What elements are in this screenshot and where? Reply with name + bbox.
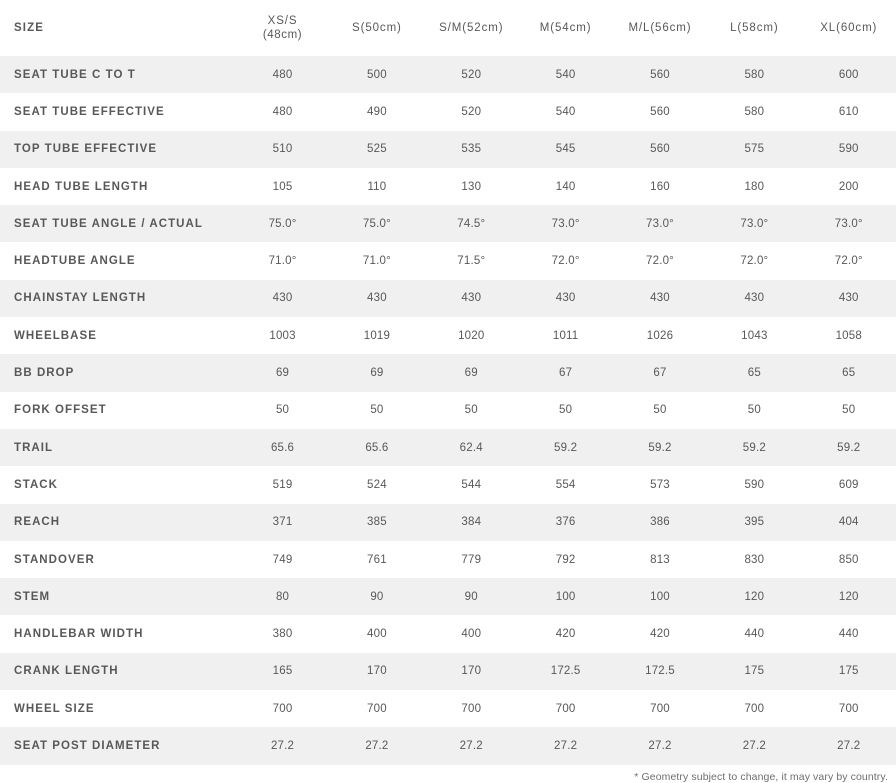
table-cell: 575 <box>744 143 765 156</box>
table-cell: 170 <box>367 665 387 678</box>
table-cell: 510 <box>272 143 293 156</box>
row-label: HEADTUBE ANGLE <box>14 255 136 268</box>
table-row <box>0 242 896 279</box>
table-cell: 27.2 <box>742 739 766 752</box>
table-cell: 69 <box>275 367 290 380</box>
table-cell: 140 <box>555 180 576 193</box>
table-cell: 27.2 <box>365 739 389 752</box>
table-cell: 67 <box>559 367 573 380</box>
table-cell: 165 <box>272 665 293 678</box>
table-cell: 749 <box>272 553 293 566</box>
table-cell: 65.6 <box>270 441 295 454</box>
table-cell: 27.2 <box>554 739 578 752</box>
table-cell: 27.2 <box>270 739 295 752</box>
row-label: STANDOVER <box>14 553 95 566</box>
table-cell: 90 <box>464 590 478 603</box>
table-cell: 400 <box>461 628 482 641</box>
table-cell: 120 <box>744 590 765 603</box>
column-header-name: M(54cm) <box>539 22 592 34</box>
table-row <box>0 131 896 168</box>
table-row <box>0 429 896 466</box>
column-header-xl60 <box>802 0 896 56</box>
table-row <box>0 93 896 130</box>
table-cell: 110 <box>367 180 387 193</box>
table-cell: 545 <box>555 143 576 156</box>
table-cell: 430 <box>650 292 670 305</box>
table-cell: 59.2 <box>648 441 672 454</box>
table-cell: 520 <box>461 105 482 118</box>
row-label: HEAD TUBE LENGTH <box>14 180 149 193</box>
geometry-footnote: * Geometry subject to change, it may vary by country. <box>634 770 888 783</box>
table-cell: 72.0° <box>551 255 580 268</box>
table-cell: 540 <box>555 68 576 81</box>
column-header-name: XS/S <box>267 15 298 27</box>
row-label: BB DROP <box>14 367 75 380</box>
table-cell: 385 <box>367 516 387 529</box>
row-label: TRAIL <box>14 441 54 454</box>
table-row <box>0 392 896 429</box>
table-cell: 71.5° <box>457 255 486 268</box>
column-header-m54 <box>518 0 612 56</box>
table-cell: 170 <box>461 665 482 678</box>
row-label: REACH <box>14 516 61 529</box>
table-cell: 175 <box>838 665 859 678</box>
table-cell: 380 <box>272 628 293 641</box>
table-body <box>0 56 896 765</box>
table-cell: 384 <box>461 516 482 529</box>
table-cell: 573 <box>650 478 670 491</box>
column-header-s50 <box>330 0 424 56</box>
table-cell: 560 <box>650 68 670 81</box>
table-cell: 200 <box>838 180 859 193</box>
table-cell: 130 <box>461 180 482 193</box>
table-cell: 59.2 <box>554 441 578 454</box>
table-cell: 420 <box>650 628 670 641</box>
column-header-name: S/M(52cm) <box>439 22 504 34</box>
table-cell: 700 <box>650 702 670 715</box>
table-cell: 73.0° <box>551 217 580 230</box>
table-row <box>0 504 896 541</box>
table-cell: 1043 <box>741 329 768 342</box>
table-cell: 590 <box>838 143 859 156</box>
table-cell: 554 <box>555 478 576 491</box>
table-cell: 430 <box>555 292 576 305</box>
table-cell: 792 <box>555 553 576 566</box>
column-header-name: XL(60cm) <box>820 22 878 34</box>
table-cell: 850 <box>838 553 859 566</box>
table-cell: 519 <box>272 478 293 491</box>
table-cell: 71.0° <box>268 255 297 268</box>
table-cell: 27.2 <box>837 739 861 752</box>
table-cell: 700 <box>744 702 765 715</box>
table-cell: 700 <box>838 702 859 715</box>
table-cell: 1011 <box>552 329 579 342</box>
table-cell: 65 <box>747 367 761 380</box>
table-cell: 830 <box>744 553 765 566</box>
table-cell: 73.0° <box>834 217 863 230</box>
table-cell: 700 <box>555 702 576 715</box>
table-cell: 27.2 <box>459 739 483 752</box>
table-cell: 1003 <box>269 329 296 342</box>
table-cell: 1020 <box>458 329 485 342</box>
table-cell: 500 <box>367 68 387 81</box>
table-cell: 50 <box>370 404 384 417</box>
column-header-name: L(58cm) <box>730 22 779 34</box>
row-label: CHAINSTAY LENGTH <box>14 292 147 305</box>
table-cell: 600 <box>838 68 859 81</box>
column-header-xs-s <box>235 0 329 56</box>
table-cell: 72.0° <box>740 255 769 268</box>
table-row <box>0 466 896 503</box>
table-cell: 560 <box>650 105 670 118</box>
table-cell: 27.2 <box>648 739 672 752</box>
table-cell: 59.2 <box>742 441 766 454</box>
table-row <box>0 280 896 317</box>
table-cell: 50 <box>747 404 761 417</box>
table-cell: 50 <box>464 404 478 417</box>
table-cell: 813 <box>650 553 670 566</box>
table-cell: 430 <box>272 292 293 305</box>
table-row <box>0 205 896 242</box>
table-cell: 50 <box>559 404 573 417</box>
row-label: STEM <box>14 590 51 603</box>
table-cell: 160 <box>650 180 670 193</box>
table-cell: 580 <box>744 68 765 81</box>
table-cell: 535 <box>461 143 482 156</box>
table-cell: 540 <box>555 105 576 118</box>
table-cell: 371 <box>272 516 293 529</box>
table-cell: 430 <box>744 292 765 305</box>
table-row <box>0 690 896 727</box>
table-row <box>0 578 896 615</box>
table-row <box>0 56 896 93</box>
column-header-name: M/L(56cm) <box>628 22 692 34</box>
row-label: CRANK LENGTH <box>14 665 119 678</box>
table-cell: 180 <box>744 180 765 193</box>
row-label: FORK OFFSET <box>14 404 107 417</box>
table-cell: 75.0° <box>362 217 391 230</box>
table-cell: 700 <box>461 702 482 715</box>
table-cell: 430 <box>367 292 387 305</box>
table-cell: 440 <box>838 628 859 641</box>
table-cell: 395 <box>744 516 765 529</box>
table-cell: 404 <box>838 516 859 529</box>
table-cell: 71.0° <box>362 255 391 268</box>
row-label: HANDLEBAR WIDTH <box>14 628 144 641</box>
table-cell: 609 <box>838 478 859 491</box>
table-cell: 560 <box>650 143 670 156</box>
table-row <box>0 168 896 205</box>
table-cell: 480 <box>272 105 293 118</box>
table-row <box>0 354 896 391</box>
table-cell: 50 <box>842 404 856 417</box>
table-cell: 172.5 <box>645 665 675 678</box>
row-label: SEAT TUBE EFFECTIVE <box>14 105 165 118</box>
table-cell: 420 <box>555 628 576 641</box>
table-cell: 480 <box>272 68 293 81</box>
table-cell: 75.0° <box>268 217 297 230</box>
table-cell: 590 <box>744 478 765 491</box>
table-header <box>0 0 896 56</box>
table-cell: 100 <box>555 590 576 603</box>
table-cell: 400 <box>367 628 387 641</box>
table-cell: 376 <box>555 516 576 529</box>
column-header-ml56 <box>613 0 707 56</box>
table-cell: 490 <box>367 105 387 118</box>
table-cell: 440 <box>744 628 765 641</box>
table-cell: 100 <box>650 590 670 603</box>
table-cell: 105 <box>272 180 293 193</box>
table-row <box>0 727 896 764</box>
table-header-row <box>0 0 896 56</box>
row-label: SEAT POST DIAMETER <box>14 739 161 752</box>
column-header-name: S(50cm) <box>352 22 402 34</box>
column-header-sm52 <box>424 0 518 56</box>
table-cell: 69 <box>464 367 478 380</box>
table-cell: 72.0° <box>646 255 674 268</box>
table-row <box>0 541 896 578</box>
table-cell: 172.5 <box>550 665 581 678</box>
table-cell: 524 <box>367 478 387 491</box>
column-header-size: SIZE <box>14 22 44 34</box>
row-label: SEAT TUBE C TO T <box>14 68 136 81</box>
table-cell: 62.4 <box>459 441 483 454</box>
table-cell: 69 <box>370 367 384 380</box>
table-row <box>0 653 896 690</box>
table-cell: 59.2 <box>837 441 861 454</box>
table-row <box>0 317 896 354</box>
table-cell: 610 <box>838 105 859 118</box>
table-cell: 65.6 <box>365 441 389 454</box>
table-cell: 1026 <box>646 329 674 342</box>
table-cell: 65 <box>842 367 856 380</box>
table-cell: 1058 <box>835 329 862 342</box>
row-label: WHEELBASE <box>14 329 97 342</box>
table-cell: 90 <box>370 590 384 603</box>
table-cell: 525 <box>367 143 387 156</box>
table-cell: 544 <box>461 478 482 491</box>
table-cell: 580 <box>744 105 765 118</box>
table-cell: 386 <box>650 516 670 529</box>
table-cell: 520 <box>461 68 482 81</box>
row-label: STACK <box>14 478 59 491</box>
row-label: SEAT TUBE ANGLE / ACTUAL <box>14 217 203 230</box>
table-cell: 1019 <box>363 329 391 342</box>
table-cell: 73.0° <box>740 217 769 230</box>
table-row <box>0 615 896 652</box>
table-cell: 74.5° <box>457 217 486 230</box>
table-cell: 430 <box>461 292 482 305</box>
table-cell: 175 <box>744 665 765 678</box>
table-cell: 50 <box>275 404 290 417</box>
row-label: WHEEL SIZE <box>14 702 95 715</box>
column-header-sub: (48cm) <box>262 29 303 41</box>
table-cell: 430 <box>838 292 859 305</box>
table-cell: 72.0° <box>834 255 863 268</box>
table-cell: 700 <box>272 702 293 715</box>
table-cell: 67 <box>653 367 667 380</box>
row-label: TOP TUBE EFFECTIVE <box>14 143 158 156</box>
table-cell: 700 <box>367 702 387 715</box>
column-header-l58 <box>707 0 801 56</box>
table-cell: 120 <box>838 590 859 603</box>
table-cell: 779 <box>461 553 482 566</box>
table-cell: 761 <box>367 553 387 566</box>
table-cell: 73.0° <box>646 217 674 230</box>
table-cell: 50 <box>653 404 667 417</box>
table-cell: 80 <box>275 590 290 603</box>
